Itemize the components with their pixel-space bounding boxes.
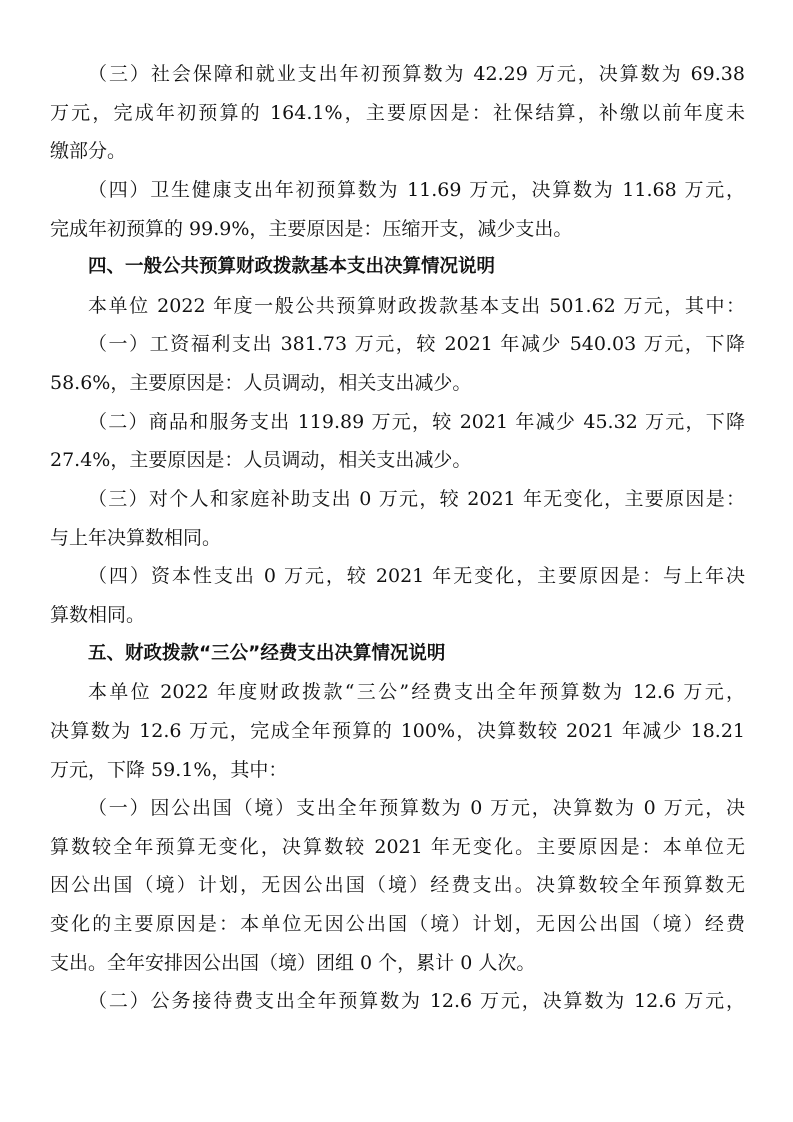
paragraph-line: 决算数为 12.6 万元，完成全年预算的 100%，决算数较 2021 年减少 18.21: [50, 719, 745, 742]
paragraph-line: （二）公务接待费支出全年预算数为 12.6 万元，决算数为 12.6 万元，: [88, 990, 745, 1013]
paragraph-line: （二）商品和服务支出 119.89 万元，较 2021 年减少 45.32 万元，下降: [88, 410, 745, 433]
paragraph-line: 缴部分。: [50, 140, 127, 163]
paragraph-line: （三）对个人和家庭补助支出 0 万元，较 2021 年无变化，主要原因是：: [88, 488, 745, 511]
section-heading: 五、财政拨款“三公”经费支出决算情况说明: [88, 642, 446, 664]
paragraph-line: 与上年决算数相同。: [50, 526, 222, 549]
paragraph-line: 58.6%，主要原因是：人员调动，相关支出减少。: [50, 372, 472, 395]
paragraph-line: 本单位 2022 年度一般公共预算财政拨款基本支出 501.62 万元，其中：: [88, 294, 745, 317]
paragraph-line: 算数相同。: [50, 603, 146, 626]
paragraph-line: （三）社会保障和就业支出年初预算数为 42.29 万元，决算数为 69.38: [88, 63, 745, 85]
paragraph-line: 万元，完成年初预算的 164.1%，主要原因是：社保结算，补缴以前年度未: [50, 101, 745, 124]
paragraph-line: 万元，下降 59.1%，其中：: [50, 758, 288, 781]
paragraph-line: 支出。全年安排因公出国（境）团组 0 个，累计 0 人次。: [50, 951, 536, 974]
paragraph-line: （四）资本性支出 0 万元，较 2021 年无变化，主要原因是：与上年决: [88, 565, 745, 588]
paragraph-line: （一）因公出国（境）支出全年预算数为 0 万元，决算数为 0 万元，决: [88, 797, 745, 820]
paragraph-line: 本单位 2022 年度财政拨款“三公”经费支出全年预算数为 12.6 万元，: [88, 681, 745, 704]
document-body: [50, 55, 745, 1021]
paragraph-line: （一）工资福利支出 381.73 万元，较 2021 年减少 540.03 万元，下降: [88, 333, 745, 356]
paragraph-line: 算数较全年预算无变化，决算数较 2021 年无变化。主要原因是：本单位无: [50, 835, 745, 858]
paragraph-line: 变化的主要原因是：本单位无因公出国（境）计划，无因公出国（境）经费: [50, 913, 745, 936]
paragraph-line: 完成年初预算的 99.9%，主要原因是：压缩开支，减少支出。: [50, 217, 573, 240]
paragraph-line: 因公出国（境）计划，无因公出国（境）经费支出。决算数较全年预算数无: [50, 874, 745, 897]
paragraph-line: 27.4%，主要原因是：人员调动，相关支出减少。: [50, 449, 472, 472]
section-heading: 四、一般公共预算财政拨款基本支出决算情况说明: [88, 256, 496, 278]
paragraph-line: （四）卫生健康支出年初预算数为 11.69 万元，决算数为 11.68 万元，: [88, 178, 745, 201]
